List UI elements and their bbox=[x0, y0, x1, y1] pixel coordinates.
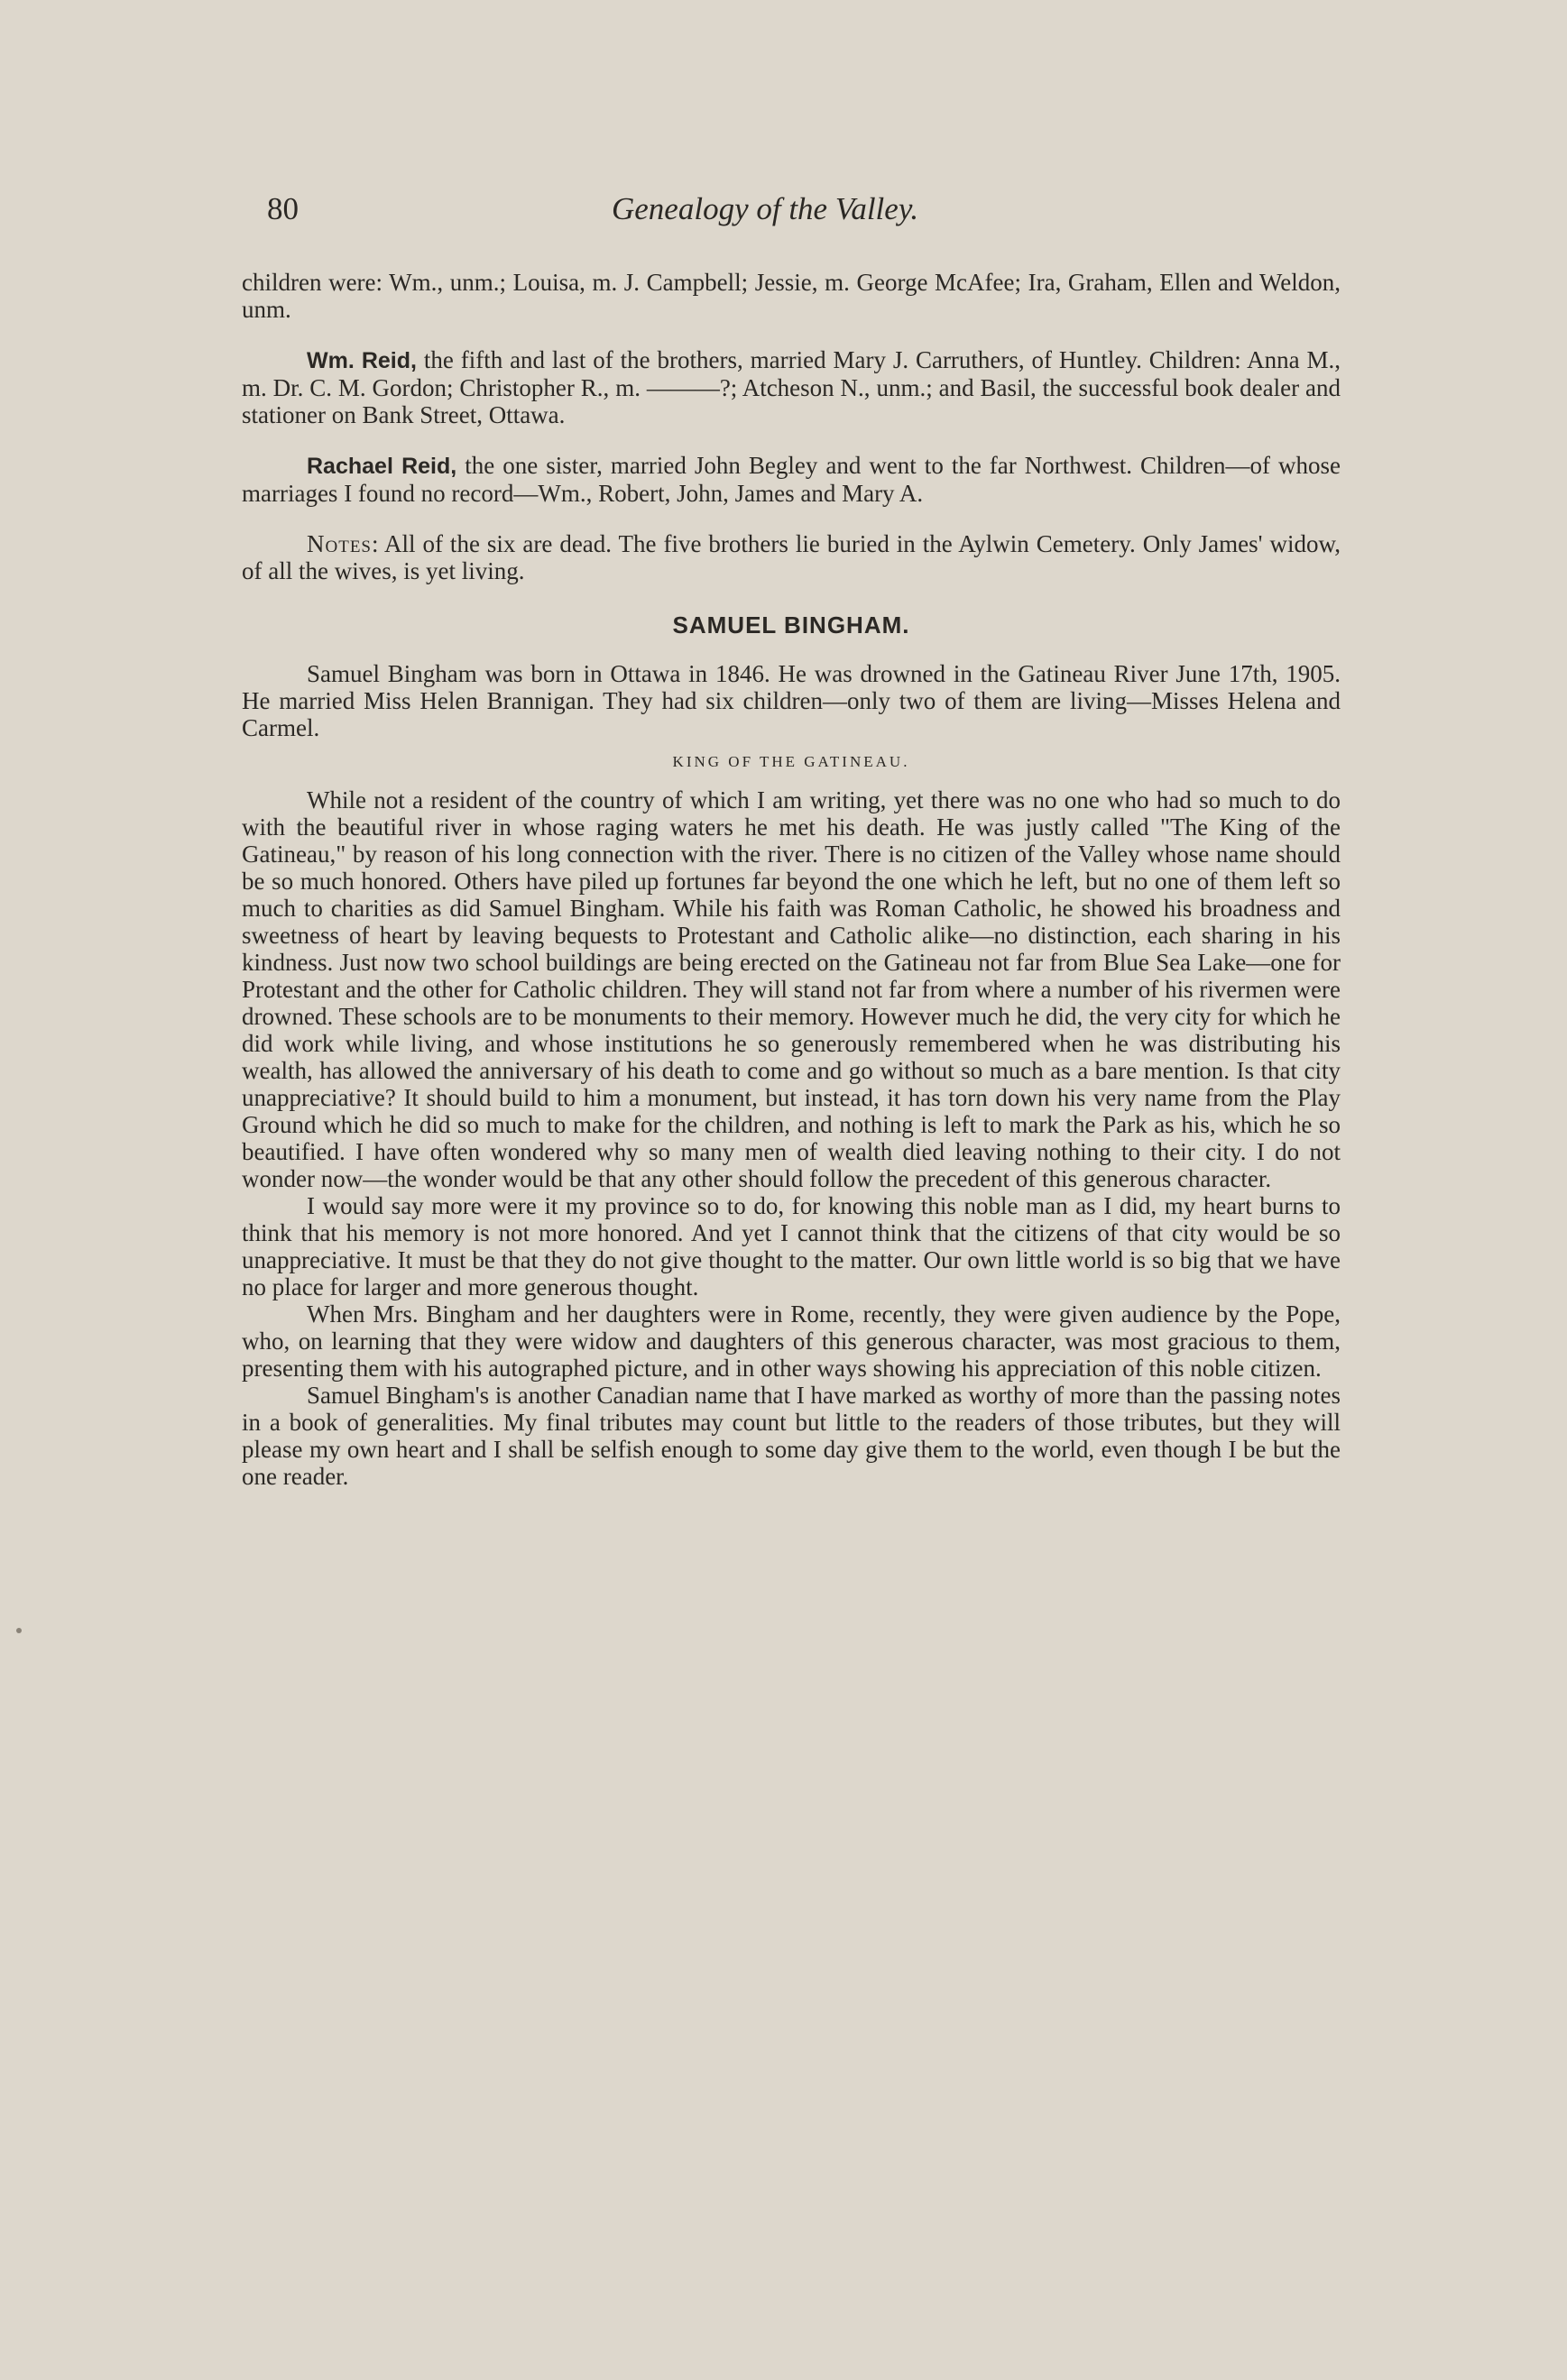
running-title: Genealogy of the Valley. bbox=[612, 191, 919, 226]
page-number: 80 bbox=[267, 191, 299, 226]
paragraph-king-of-gatineau: While not a resident of the country of which I am writing, yet there was no one who had so much to do with the beautiful river in whose raging waters he met his death. He was justly called "The King of the Gatineau," by reason of his long connection with the river. There is no citizen of the Valley whose name should be so much honored. Others have piled up fortunes far beyond the one which he left, but no one of them left so much to charities as did Samuel Bingham. While his faith was Roman Catholic, he showed his broadness and sweetness of heart by leaving bequests to Protestant and Catholic alike—no distinction, each sharing in his kindness. Just now two school buildings are being erected on the Gatineau not far from Blue Sea Lake—one for Protestant and the other for Catholic children. They will stand not far from where a number of his rivermen were drowned. These schools are to be monuments to their memory. However much he did, the very city for which he did work while living, and whose institutions he so generously remembered when he was distributing his wealth, has allowed the anniversary of his death to come and go without so much as a bare mention. Is that city unappreciative? It should build to him a monument, but instead, it has torn down his very name from the Play Ground which he did so much to make for the children, and nothing is left to mark the Park as his, which he so beautified. I have often wondered why so many men of wealth died leaving nothing to their city. I do not wonder now—the wonder would be that any other should follow the precedent of this generous character. bbox=[242, 786, 1341, 1192]
paragraph-notes bbox=[242, 530, 1341, 584]
paragraph-wm-reid bbox=[242, 346, 1341, 428]
paragraph-rachael-reid bbox=[242, 452, 1341, 507]
section-heading: SAMUEL BINGHAM. bbox=[672, 611, 910, 639]
paragraph-continuation: children were: Wm., unm.; Louisa, m. J. Campbell; Jessie, m. George McAfee; Ira, Graham, Ellen and Weldon, unm. bbox=[242, 269, 1341, 323]
paragraph-wm-reid-text: the fifth and last of the brothers, married Mary J. Carruthers, of Huntley. Children: Anna M., m. Dr. C. M. Gordon; Christopher R., m. ———?; Atcheson N., unm.; and Basil, the successful book dealer and stationer on Bank Street, Ottawa. bbox=[242, 346, 1341, 428]
paragraph-closing: Samuel Bingham's is another Canadian name that I have marked as worthy of more than the passing notes in a book of generalities. My final tributes may count but little to the readers of those tributes, but they will please my own heart and I shall be selfish enough to some day give them to the world, even though I be but the one reader. bbox=[242, 1382, 1341, 1490]
paragraph-rome: When Mrs. Bingham and her daughters were in Rome, recently, they were given audience by the Pope, who, on learning that they were widow and daughters of this generous character, was most gracious to them, presenting them with his autographed picture, and in other ways showing his appreciation of this noble citizen. bbox=[242, 1300, 1341, 1382]
paper-spot bbox=[16, 1628, 22, 1633]
person-name-rachael-reid: Rachael Reid, bbox=[307, 454, 457, 479]
notes-label: Notes bbox=[307, 530, 372, 557]
paragraph-bingham-intro: Samuel Bingham was born in Ottawa in 1846. He was drowned in the Gatineau River June 17th, 1905. He married Miss Helen Brannigan. They had six children—only two of them are living—Misses Helena and Carmel. bbox=[242, 660, 1341, 741]
page-body bbox=[242, 269, 1341, 1490]
paragraph-province: I would say more were it my province so to do, for knowing this noble man as I did, my heart burns to think that his memory is not more honored. And yet I cannot think that the citizens of that city would be so unappreciative. It must be that they do not give thought to the matter. Our own little world is so big that we have no place for larger and more generous thought. bbox=[242, 1192, 1341, 1300]
notes-text: : All of the six are dead. The five brothers lie buried in the Aylwin Cemetery. Only James' widow, of all the wives, is yet living. bbox=[242, 530, 1341, 584]
page-header bbox=[267, 191, 1007, 234]
paragraph-rachael-reid-text: the one sister, married John Begley and went to the far Northwest. Children—of whose marriages I found no record—Wm., Robert, John, James and Mary A. bbox=[242, 452, 1341, 507]
section-subheading: KING OF THE GATINEAU. bbox=[672, 753, 910, 770]
person-name-wm-reid: Wm. Reid, bbox=[307, 348, 417, 373]
